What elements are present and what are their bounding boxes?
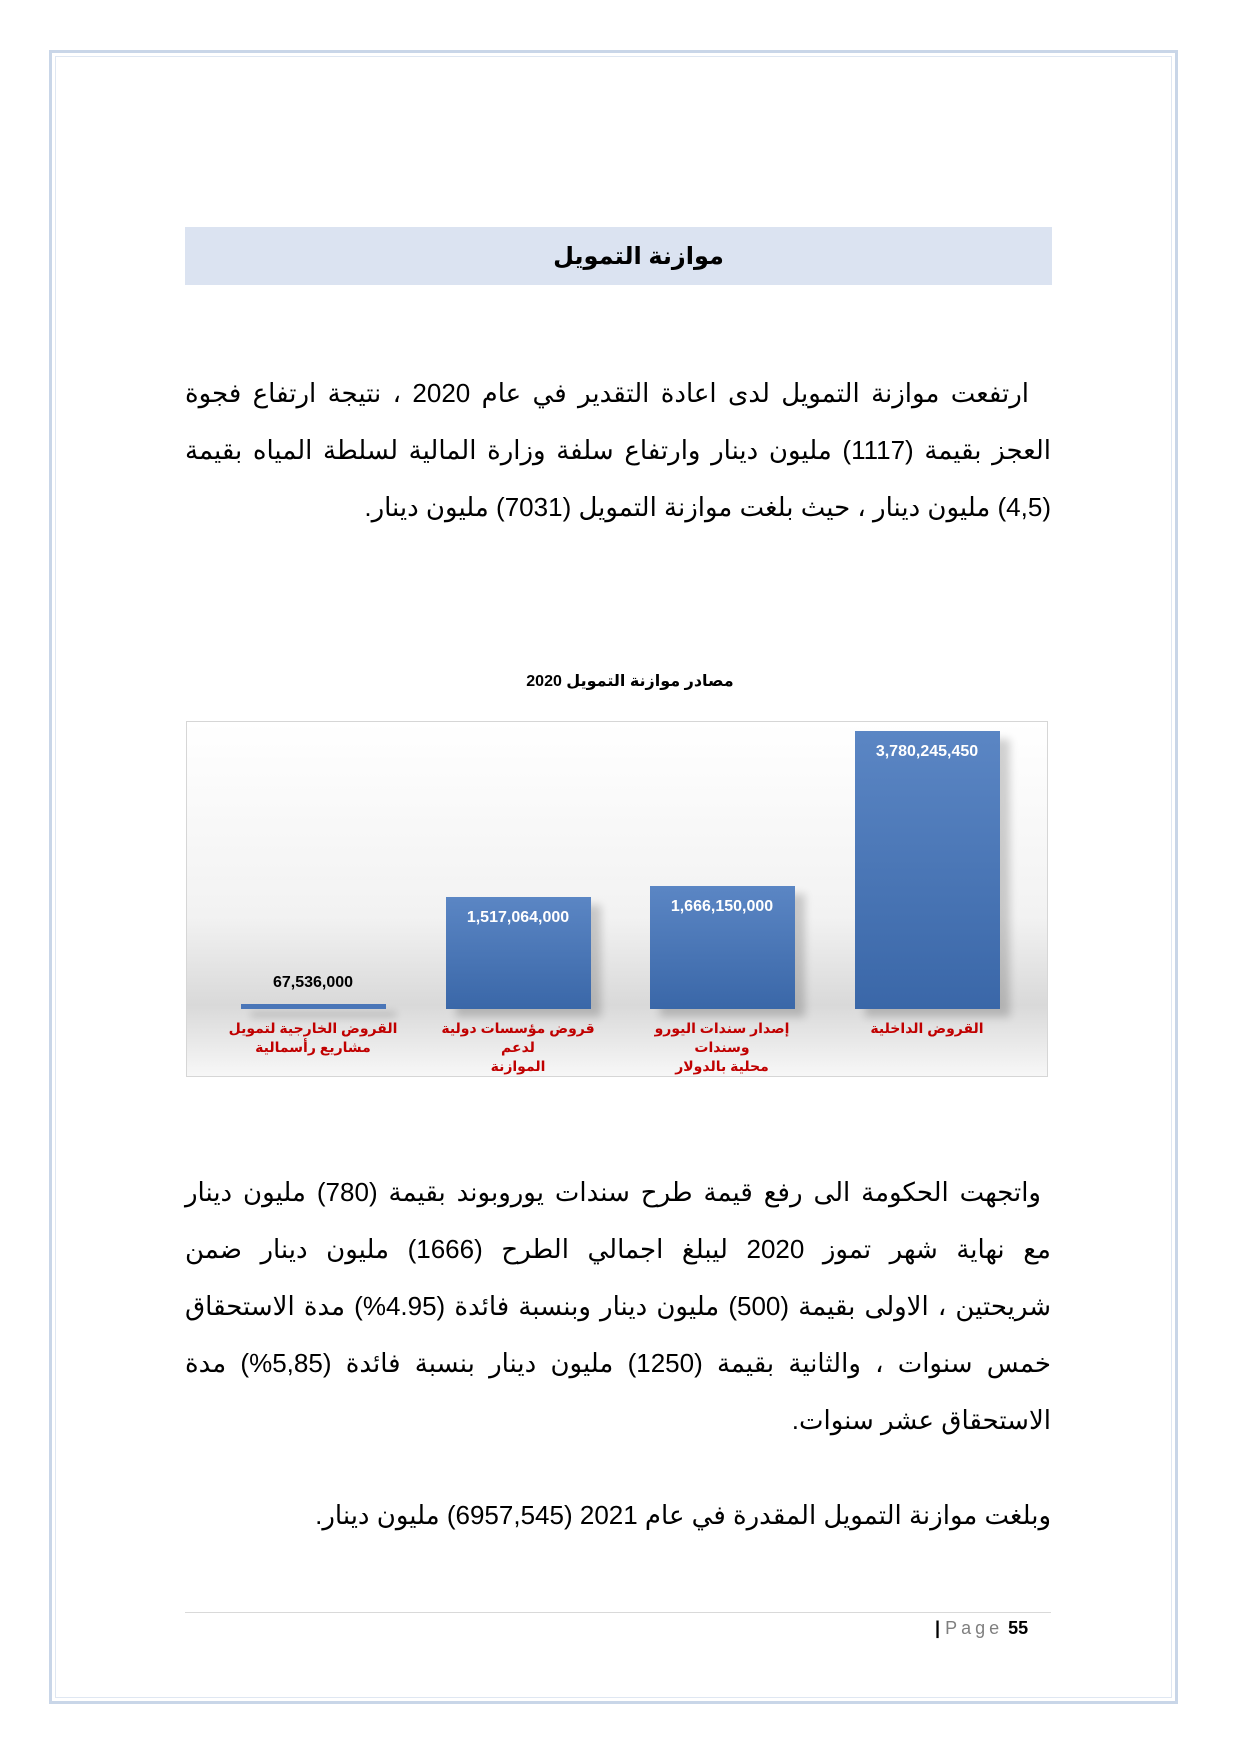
paragraph-1-line: العجز بقيمة (1117) مليون دينار وارتفاع سلفة وزارة المالية لسلطة المياه بقيمة	[185, 435, 1051, 465]
chart-category-label-line: محلية بالدولار	[675, 1058, 769, 1074]
chart-category-label	[832, 1019, 1022, 1038]
chart-category-label-line: قروض مؤسسات دولية لدعم	[441, 1020, 595, 1055]
paragraph-1-line: (4,5) مليون دينار ، حيث بلغت موازنة التمويل (7031) مليون دينار.	[364, 492, 1051, 522]
paragraph-2-line: شريحتين ، الاولى بقيمة (500) مليون دينار وبنسبة فائدة (4.95%) مدة الاستحقاق	[185, 1291, 1051, 1321]
chart-bar	[241, 1004, 386, 1009]
chart-title: مصادر موازنة التمويل 2020	[526, 673, 734, 690]
section-heading-band	[185, 227, 1052, 285]
page-footer	[935, 1618, 1028, 1639]
chart-category-label-line: القروض الخارجية لتمويل	[228, 1020, 398, 1036]
chart-category-label	[627, 1019, 817, 1076]
paragraph-1	[185, 365, 1051, 536]
chart-category-label	[218, 1019, 408, 1057]
chart-bar	[855, 731, 1000, 1009]
chart-category-label-line: الموازنة	[490, 1058, 546, 1074]
footer-page-word: Page	[945, 1618, 1004, 1638]
chart-category-label-line: القروض الداخلية	[870, 1020, 984, 1036]
chart-value-label: 3,780,245,450	[875, 743, 979, 760]
paragraph-2-line: واتجهت الحكومة الى رفع قيمة طرح سندات يوروبوند بقيمة (780) مليون دينار	[185, 1177, 1041, 1207]
chart-value-label: 1,517,064,000	[466, 909, 570, 927]
paragraph-3	[185, 1487, 1051, 1544]
page-number: 55	[1008, 1618, 1029, 1638]
chart-value-label: 67,536,000	[272, 974, 354, 992]
chart-value-label: 1,666,150,000	[670, 898, 774, 916]
paragraph-2-line: خمس سنوات ، والثانية بقيمة (1250) مليون دينار بنسبة فائدة (5,85%) مدة	[185, 1348, 1051, 1378]
section-heading: موازنة التمويل	[553, 242, 724, 270]
paragraph-3-line: وبلغت موازنة التمويل المقدرة في عام 2021 (6957,545) مليون دينار.	[315, 1500, 1051, 1530]
paragraph-2-line: مع نهاية شهر تموز 2020 ليبلغ اجمالي الطرح (1666) مليون دينار ضمن	[185, 1234, 1051, 1264]
chart-category-label-line: إصدار سندات اليورو وسندات	[654, 1020, 790, 1055]
bar-chart	[186, 721, 1048, 1077]
paragraph-1-line: ارتفعت موازنة التمويل لدى اعادة التقدير في عام 2020 ، نتيجة ارتفاع فجوة	[185, 378, 1029, 408]
paragraph-2-line: الاستحقاق عشر سنوات.	[791, 1405, 1051, 1435]
chart-category-label	[423, 1019, 613, 1076]
paragraph-2	[185, 1164, 1051, 1449]
footer-separator: |	[935, 1618, 941, 1638]
chart-category-label-line: مشاريع رأسمالية	[255, 1039, 371, 1055]
footer-divider	[185, 1612, 1051, 1613]
